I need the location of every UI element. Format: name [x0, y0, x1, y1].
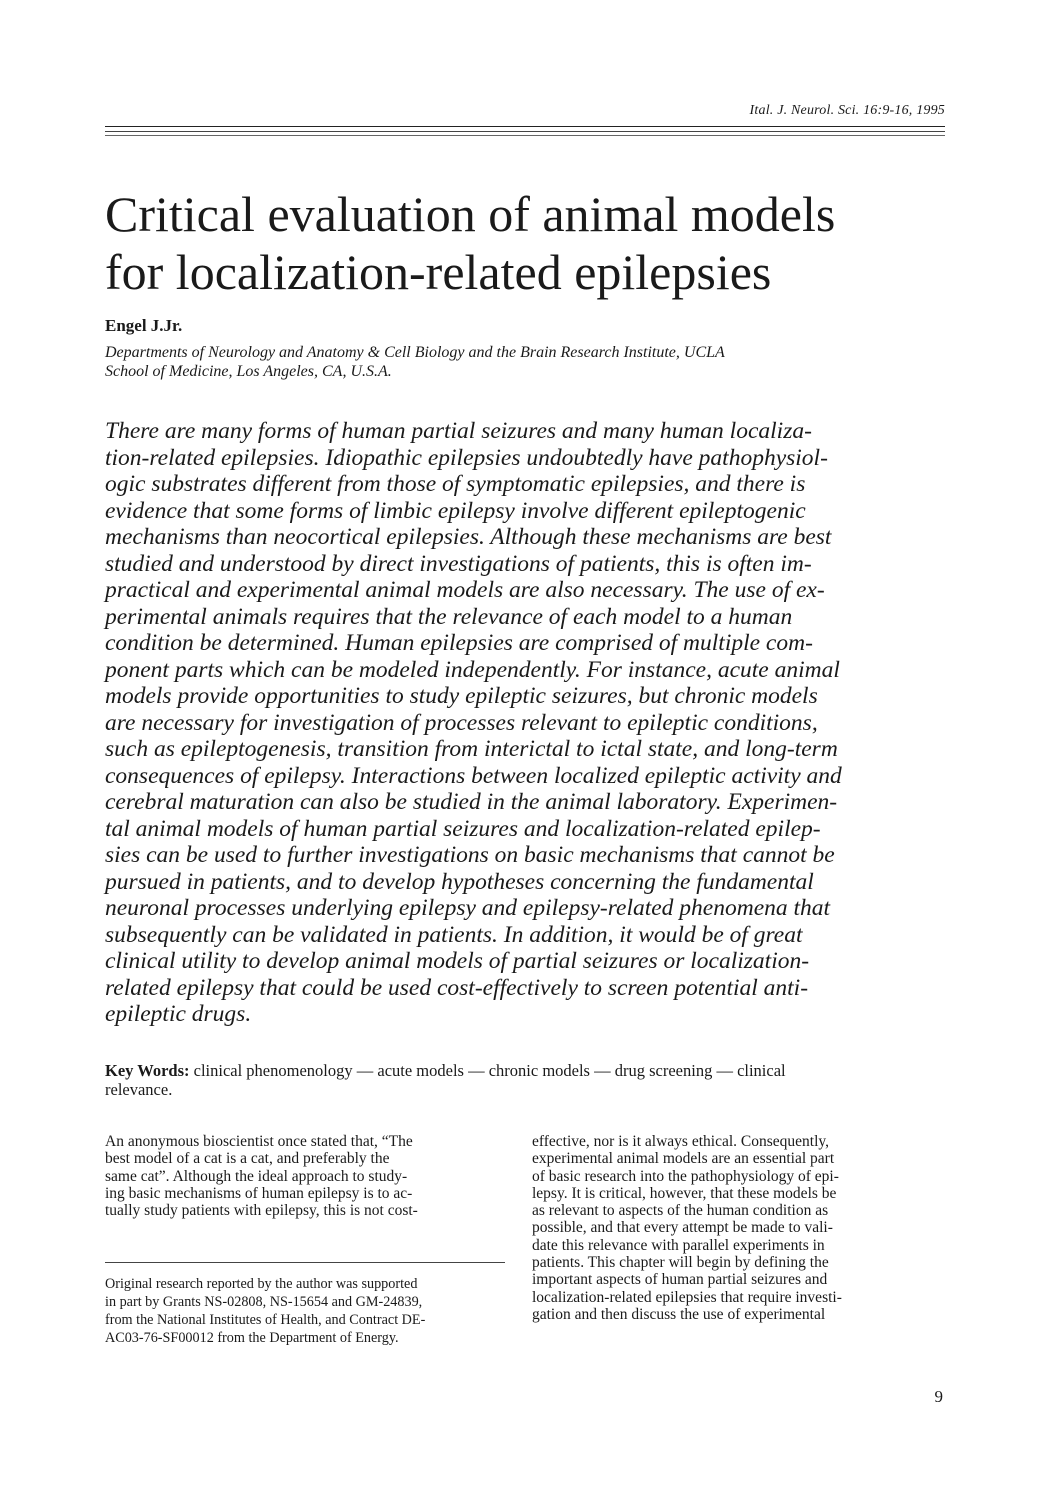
- body-column-left: [105, 1133, 505, 1219]
- header-rule-top: [105, 126, 945, 127]
- keywords-line: relevance.: [105, 1080, 173, 1099]
- abstract-line: neuronal processes underlying epilepsy and epilepsy-related phenomena that: [105, 895, 831, 921]
- title-line: Critical evaluation of animal models: [105, 186, 836, 242]
- header-rule-bottom: [105, 135, 945, 136]
- body-line: An anonymous bioscientist once stated that, “The: [105, 1133, 413, 1150]
- abstract-line: epileptic drugs.: [105, 1001, 252, 1027]
- footnote-line: from the National Institutes of Health, and Contract DE-: [105, 1312, 426, 1328]
- footnote-line: Original research reported by the author was supported: [105, 1276, 418, 1292]
- abstract-line: perimental animals requires that the relevance of each model to a human: [105, 603, 793, 630]
- abstract-line: practical and experimental animal models are also necessary. The use of ex-: [105, 577, 825, 603]
- body-line: experimental animal models are an essential part: [532, 1150, 835, 1168]
- abstract-line: cerebral maturation can also be studied in the animal laboratory. Experimen-: [105, 789, 838, 815]
- keywords: [105, 1061, 945, 1099]
- journal-reference: Ital. J. Neurol. Sci. 16:9-16, 1995: [749, 103, 945, 118]
- footnote-line: AC03-76-SF00012 from the Department of Energy.: [105, 1330, 399, 1346]
- keywords-label: Key Words:: [105, 1061, 190, 1080]
- article-title: [105, 185, 965, 301]
- abstract-line: consequences of epilepsy. Interactions between localized epileptic activity and: [105, 762, 842, 789]
- abstract-line: mechanisms than neocortical epilepsies. Although these mechanisms are best: [105, 524, 832, 550]
- abstract-line: condition be determined. Human epilepsies are comprised of multiple com-: [105, 630, 813, 656]
- abstract-line: There are many forms of human partial seizures and many human localiza-: [105, 418, 812, 444]
- affiliation-line: School of Medicine, Los Angeles, CA, U.S.A.: [105, 363, 392, 380]
- footnote-divider: [105, 1262, 505, 1263]
- abstract: [105, 418, 945, 1028]
- body-column-right: [532, 1133, 932, 1323]
- body-line: same cat”. Although the ideal approach to study-: [105, 1167, 408, 1185]
- body-line: of basic research into the pathophysiology of epi-: [532, 1167, 839, 1185]
- body-line: important aspects of human partial seizures and: [532, 1271, 828, 1289]
- keywords-line: [105, 1061, 945, 1080]
- abstract-line: subsequently can be validated in patients. In addition, it would be of great: [105, 921, 803, 948]
- abstract-line: ogic substrates different from those of symptomatic epilepsies, and there is: [105, 471, 806, 497]
- body-line: gation and then discuss the use of experimental: [532, 1305, 826, 1323]
- abstract-line: pursued in patients, and to develop hypotheses concerning the fundamental: [105, 868, 814, 895]
- body-line: localization-related epilepsies that require investi-: [532, 1288, 842, 1306]
- author-affiliation: [105, 343, 950, 381]
- footnote-line: in part by Grants NS-02808, NS-15654 and GM-24839,: [105, 1294, 423, 1310]
- abstract-line: are necessary for investigation of processes relevant to epileptic conditions,: [105, 709, 818, 736]
- body-line: date this relevance with parallel experiments in: [532, 1236, 825, 1254]
- abstract-line: evidence that some forms of limbic epilepsy involve different epileptogenic: [105, 497, 806, 524]
- abstract-line: sies can be used to further investigations on basic mechanisms that cannot be: [105, 842, 835, 868]
- page-number: 9: [934, 1387, 943, 1406]
- abstract-line: such as epileptogenesis, transition from interictal to ictal state, and long-term: [105, 736, 838, 762]
- body-line: effective, nor is it always ethical. Consequently,: [532, 1133, 829, 1150]
- body-line: best model of a cat is a cat, and preferably the: [105, 1150, 390, 1168]
- body-line: lepsy. It is critical, however, that these models be: [532, 1184, 837, 1202]
- abstract-line: studied and understood by direct investigations of patients, this is often im-: [105, 550, 812, 577]
- abstract-line: models provide opportunities to study epileptic seizures, but chronic models: [105, 683, 818, 709]
- abstract-line: ponent parts which can be modeled independently. For instance, acute animal: [105, 656, 840, 683]
- abstract-line: tion-related epilepsies. Idiopathic epilepsies undoubtedly have pathophysiol-: [105, 444, 828, 471]
- author-name: Engel J.Jr.: [105, 316, 183, 335]
- body-line: ing basic mechanisms of human epilepsy is to ac-: [105, 1184, 413, 1202]
- keywords-text: clinical phenomenology — acute models — chronic models — drug screening — clinical: [193, 1061, 786, 1080]
- abstract-line: tal animal models of human partial seizures and localization-related epilep-: [105, 815, 821, 842]
- body-line: patients. This chapter will begin by defining the: [532, 1254, 829, 1272]
- footnote: [105, 1275, 505, 1347]
- header-rule-middle: [105, 131, 945, 132]
- body-line: possible, and that every attempt be made to vali-: [532, 1219, 833, 1237]
- abstract-line: related epilepsy that could be used cost-effectively to screen potential anti-: [105, 974, 809, 1001]
- body-line: tually study patients with epilepsy, this is not cost-: [105, 1202, 418, 1220]
- body-line: as relevant to aspects of the human condition as: [532, 1202, 829, 1220]
- title-line: for localization-related epilepsies: [105, 244, 772, 300]
- abstract-line: clinical utility to develop animal models of partial seizures or localization-: [105, 948, 810, 974]
- affiliation-line: Departments of Neurology and Anatomy & Cell Biology and the Brain Research Institute, UCLA: [105, 344, 725, 361]
